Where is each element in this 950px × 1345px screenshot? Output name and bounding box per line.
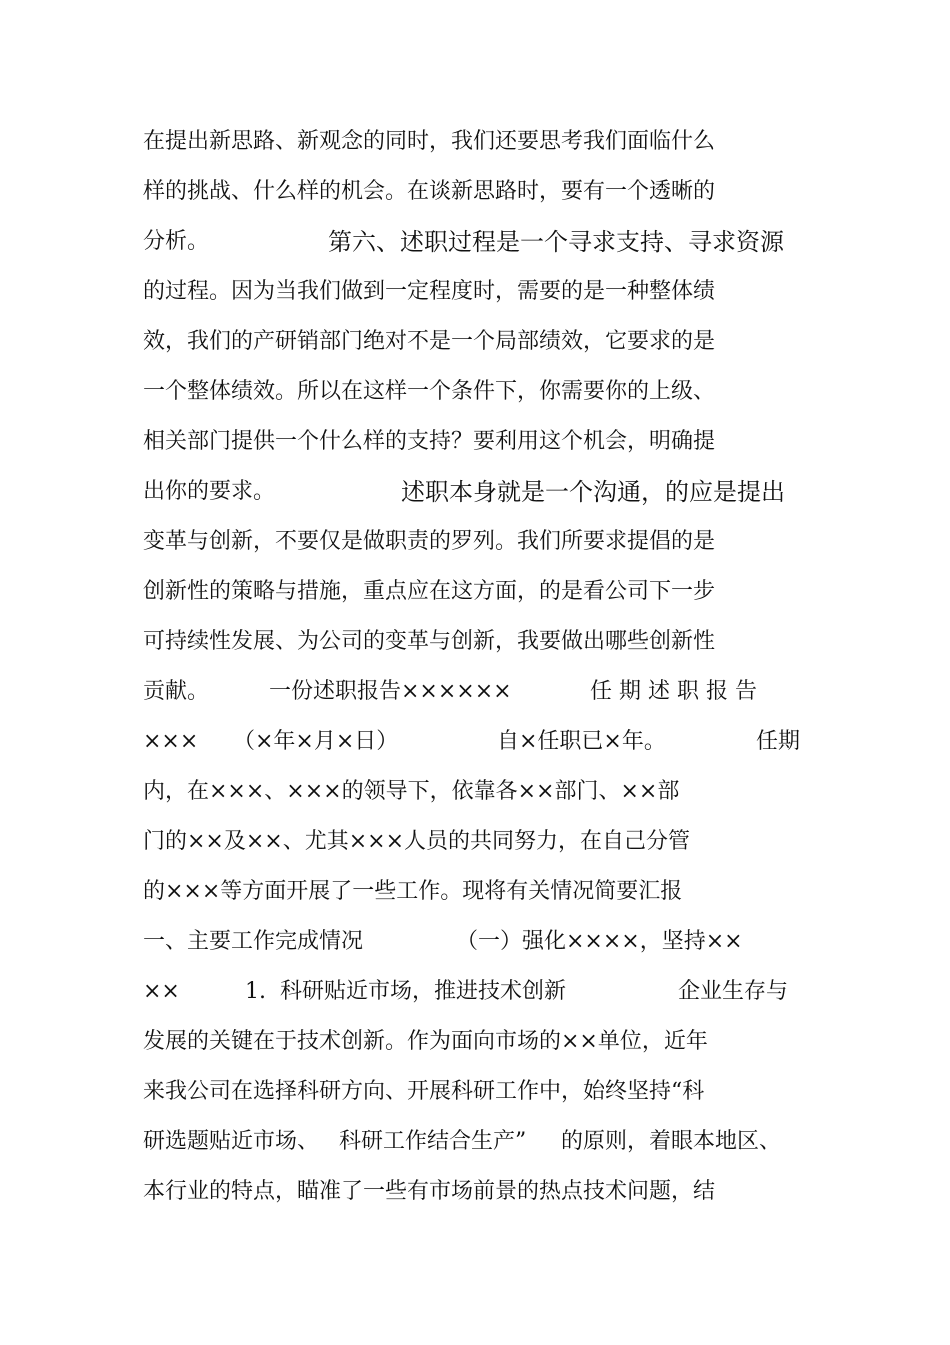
text-line: 变革与创新，不要仅是做职责的罗列。我们所要求提倡的是 <box>143 529 716 554</box>
text-line: 可持续性发展、为公司的变革与创新，我要做出哪些创新性 <box>143 629 716 654</box>
text-line: 一个整体绩效。所以在这样一个条件下，你需要你的上级、 <box>143 379 716 404</box>
text-line: 相关部门提供一个什么样的支持？要利用这个机会，明确提 <box>143 429 716 454</box>
text-line: 效，我们的产研销部门绝对不是一个局部绩效，它要求的是 <box>143 329 716 354</box>
text-line: 样的挑战、什么样的机会。在谈新思路时，要有一个透晰的 <box>143 179 716 204</box>
text-segment: 企业生存与 <box>678 979 789 1004</box>
text-line <box>143 227 784 257</box>
text-line: 内，在×××、×××的领导下，依靠各××部门、××部 <box>143 779 680 804</box>
text-segment: ×× <box>143 979 180 1004</box>
text-line <box>143 977 789 1007</box>
text-segment: 自×任职已×年。 <box>497 729 666 754</box>
text-line <box>143 677 757 707</box>
text-line <box>143 477 785 507</box>
text-line: 在提出新思路、新观念的同时，我们还要思考我们面临什么 <box>143 129 716 154</box>
report-title: 任 期 述 职 报 告 <box>590 679 757 704</box>
subsection-heading: （一）强化××××，坚持×× <box>456 929 743 954</box>
text-segment: 科研工作结合生产” <box>339 1129 527 1154</box>
section-heading: 第六、述职过程是一个寻求支持、寻求资源 <box>328 228 784 256</box>
text-line <box>143 727 801 757</box>
text-line: 发展的关键在于技术创新。作为面向市场的××单位，近年 <box>143 1029 708 1054</box>
text-segment: 一份述职报告×××××× <box>269 679 512 704</box>
text-line: 门的××及××、尤其×××人员的共同努力，在自己分管 <box>143 829 691 854</box>
text-segment: 出你的要求。 <box>143 479 276 504</box>
text-segment: 任期 <box>756 729 801 754</box>
numbered-heading: 1. 科研贴近市场，推进技术创新 <box>245 979 566 1004</box>
text-line: 本行业的特点，瞄准了一些有市场前景的热点技术问题，结 <box>143 1179 716 1204</box>
text-line <box>143 927 743 957</box>
text-segment: 的原则，着眼本地区、 <box>561 1129 782 1154</box>
text-segment: 述职本身就是一个沟通，的应是提出 <box>401 478 785 506</box>
text-line: 来我公司在选择科研方向、开展科研工作中，始终坚持“科 <box>143 1079 705 1104</box>
text-line: 的过程。因为当我们做到一定程度时，需要的是一种整体绩 <box>143 279 716 304</box>
date-placeholder: （×年×月×日） <box>233 729 399 754</box>
text-segment: 贡献。 <box>143 679 210 704</box>
text-line: 创新性的策略与措施，重点应在这方面，的是看公司下一步 <box>143 579 716 604</box>
section-heading: 一、主要工作完成情况 <box>143 929 364 954</box>
text-line <box>143 1127 782 1157</box>
text-segment: 研选题贴近市场、 <box>143 1129 320 1154</box>
text-segment: ××× <box>143 729 199 754</box>
text-segment: 分析。 <box>143 229 210 254</box>
text-line: 的×××等方面开展了一些工作。现将有关情况简要汇报 <box>143 879 683 904</box>
